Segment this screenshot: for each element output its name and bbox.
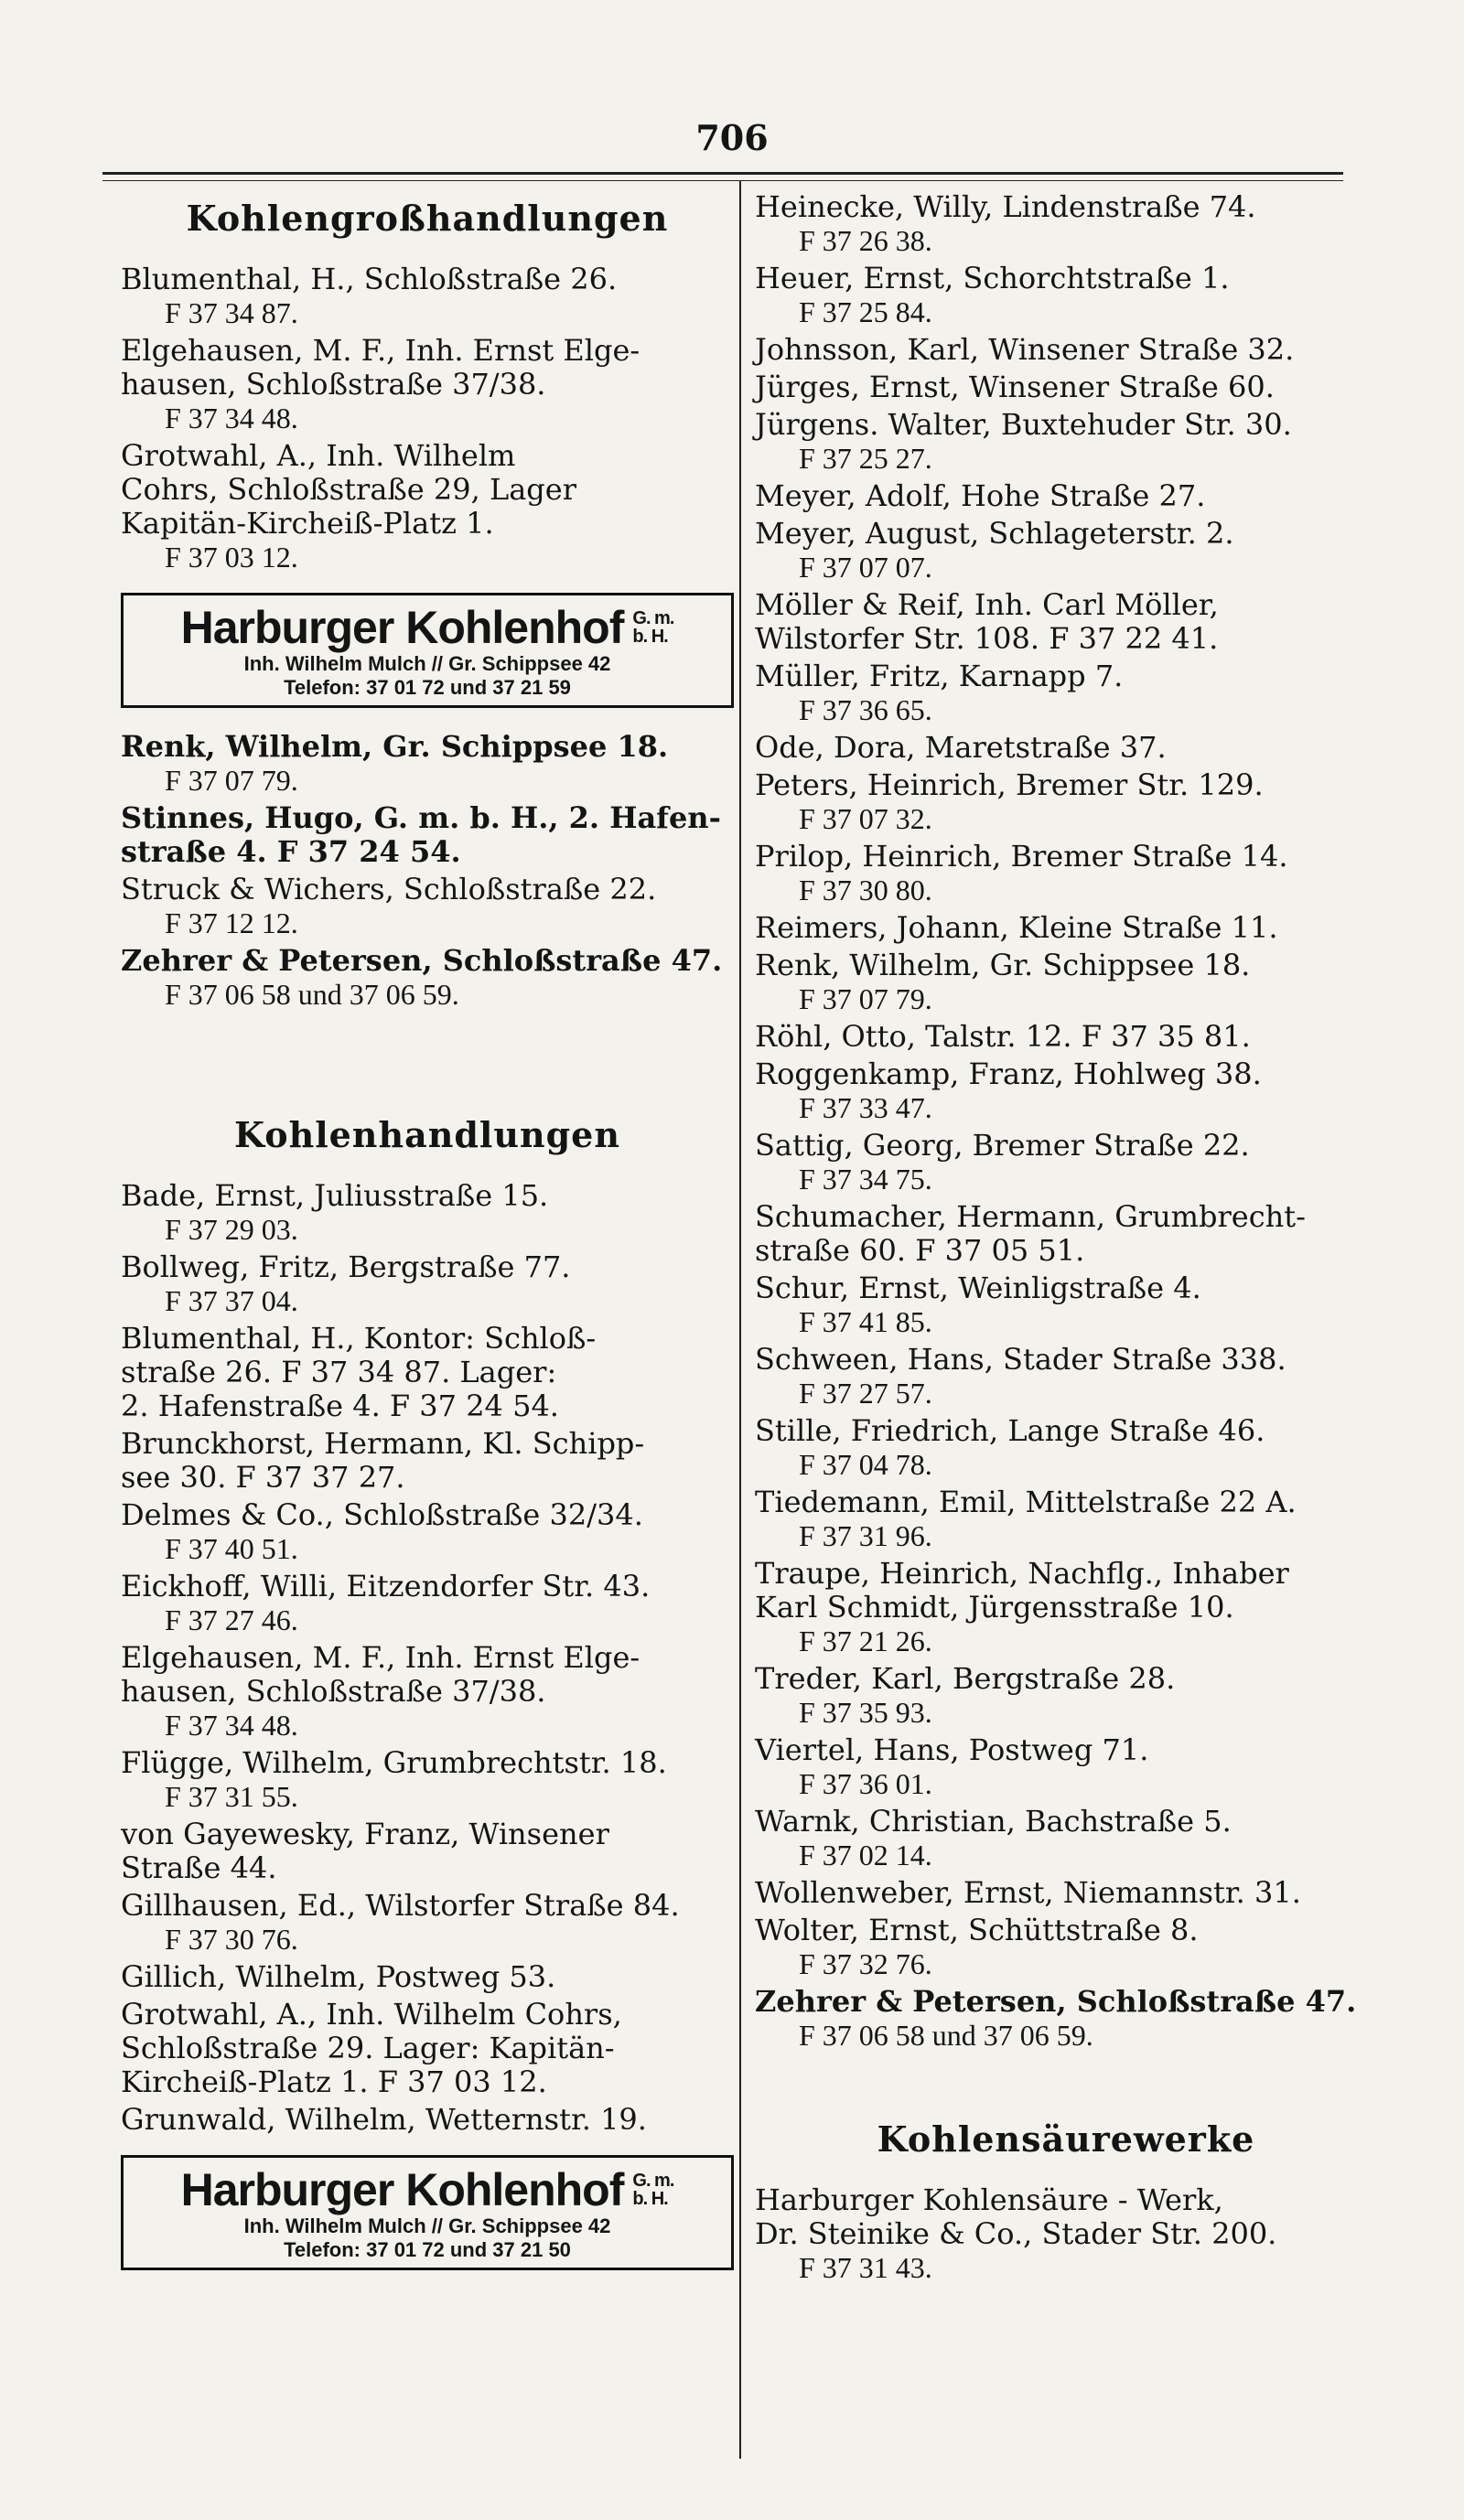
list-item — [755, 333, 1377, 367]
entry-phone: F 37 21 26. — [799, 1625, 932, 1657]
entry-text: Roggenkamp, Franz, Hohlweg 38. — [755, 1056, 1262, 1091]
list-kohlengrosshandlungen — [121, 263, 734, 574]
ad-title-text: Harburger Kohlenhof — [180, 2164, 624, 2215]
ad-suffix — [632, 609, 673, 646]
entry-text: Müller, Fritz, Karnapp 7. — [755, 659, 1124, 693]
ad-suffix-bottom: b. H. — [632, 2189, 668, 2209]
ad-owner-line: Inh. Wilhelm Mulch // Gr. Schippsee 42 — [243, 2214, 611, 2237]
entry-text: 2. Hafenstraße 4. F 37 24 54. — [121, 1389, 559, 1423]
list-item — [755, 659, 1377, 727]
entry-phone: F 37 31 96. — [799, 1519, 932, 1552]
advertisement-harburger-kohlenhof — [121, 593, 734, 708]
list-item — [755, 1057, 1377, 1125]
entry-text: hausen, Schloßstraße 37/38. — [121, 1674, 546, 1709]
entry-phone: F 37 06 58 und 37 06 59. — [165, 978, 459, 1011]
entry-text: von Gayewesky, Franz, Winsener — [121, 1817, 609, 1851]
entry-text: Traupe, Heinrich, Nachflg., Inhaber — [755, 1556, 1289, 1591]
ad-title — [133, 603, 722, 652]
entry-text: Meyer, Adolf, Hohe Straße 27. — [755, 478, 1206, 513]
entry-text: Harburger Kohlensäure - Werk, — [755, 2182, 1223, 2217]
list-item — [755, 1914, 1377, 1981]
list-item — [121, 1998, 734, 2099]
column-divider — [739, 181, 741, 2459]
entry-phone: F 37 12 12. — [165, 906, 298, 939]
section-heading-kohlengrosshandlungen: Kohlengroßhandlungen — [186, 198, 669, 239]
entry-text: Ode, Dora, Maretstraße 37. — [755, 730, 1167, 765]
entry-text: Eickhoff, Willi, Eitzendorfer Str. 43. — [121, 1569, 651, 1603]
entry-text: Struck & Wichers, Schloßstraße 22. — [121, 872, 657, 906]
list-item — [755, 911, 1377, 945]
ad-title — [133, 2165, 722, 2214]
list-item — [755, 1557, 1377, 1658]
list-item — [755, 1733, 1377, 1801]
list-item — [755, 190, 1377, 258]
entry-text: Zehrer & Petersen, Schloßstraße 47. — [755, 1984, 1357, 2019]
list-item — [121, 730, 734, 798]
list-item — [121, 1889, 734, 1957]
list-item — [755, 1271, 1377, 1339]
entry-text: straße 26. F 37 34 87. Lager: — [121, 1355, 557, 1389]
entry-text: Jürges, Ernst, Winsener Straße 60. — [755, 370, 1275, 404]
entry-phone: F 37 35 93. — [799, 1696, 932, 1729]
entry-text: Schumacher, Hermann, Grumbrecht- — [755, 1199, 1306, 1234]
page-number: 706 — [695, 117, 769, 158]
entry-text: straße 60. F 37 05 51. — [755, 1233, 1085, 1268]
list-item — [121, 801, 734, 869]
section-heading-kohlensaeurewerke: Kohlensäurewerke — [877, 2118, 1255, 2160]
entry-text: Prilop, Heinrich, Bremer Straße 14. — [755, 839, 1288, 874]
entry-phone: F 37 04 78. — [799, 1448, 932, 1481]
entry-phone: F 37 37 04. — [165, 1284, 298, 1317]
list-item — [755, 768, 1377, 836]
ad-title-text: Harburger Kohlenhof — [180, 602, 624, 653]
entry-text: Warnk, Christian, Bachstraße 5. — [755, 1804, 1232, 1839]
entry-text: Straße 44. — [121, 1850, 277, 1885]
list-item — [755, 1343, 1377, 1410]
entry-text: Grotwahl, A., Inh. Wilhelm Cohrs, — [121, 1997, 622, 2032]
entry-text: Reimers, Johann, Kleine Straße 11. — [755, 910, 1278, 945]
list-item — [121, 439, 734, 574]
entry-phone: F 37 03 12. — [165, 541, 298, 574]
entry-text: Meyer, August, Schlageterstr. 2. — [755, 516, 1234, 551]
entry-text: Heinecke, Willy, Lindenstraße 74. — [755, 189, 1256, 224]
list-item — [121, 1322, 734, 1423]
entry-phone: F 37 40 51. — [165, 1532, 298, 1565]
list-item — [755, 1414, 1377, 1482]
entry-text: Treder, Karl, Bergstraße 28. — [755, 1661, 1176, 1696]
entry-phone: F 37 29 03. — [165, 1213, 298, 1246]
entry-text: Blumenthal, H., Schloßstraße 26. — [121, 262, 618, 296]
advertisement-harburger-kohlenhof-2 — [121, 2155, 734, 2270]
entry-text: Johnsson, Karl, Winsener Straße 32. — [755, 332, 1295, 367]
entry-text: Bollweg, Fritz, Bergstraße 77. — [121, 1249, 571, 1284]
list-item — [755, 1805, 1377, 1872]
entry-phone: F 37 27 46. — [165, 1603, 298, 1636]
entry-phone: F 37 36 65. — [799, 693, 932, 726]
left-column — [121, 190, 734, 2292]
entry-text: Blumenthal, H., Kontor: Schloß- — [121, 1321, 597, 1356]
entry-phone: F 37 25 84. — [799, 295, 932, 328]
ad-phone-line: Telefon: 37 01 72 und 37 21 59 — [284, 676, 571, 699]
top-rule — [102, 172, 1343, 181]
ad-owner-line: Inh. Wilhelm Mulch // Gr. Schippsee 42 — [243, 652, 611, 675]
entry-phone: F 37 30 76. — [165, 1923, 298, 1956]
list-item — [121, 1641, 734, 1743]
entry-text: Kircheiß-Platz 1. F 37 03 12. — [121, 2064, 547, 2099]
entry-text: Heuer, Ernst, Schorchtstraße 1. — [755, 261, 1230, 295]
list-item — [755, 840, 1377, 907]
entry-text: Schur, Ernst, Weinligstraße 4. — [755, 1271, 1201, 1305]
list-item — [121, 1250, 734, 1318]
list-item — [755, 1876, 1377, 1910]
list-kohlenhandlungen — [121, 1179, 734, 2137]
entry-phone: F 37 34 87. — [165, 296, 298, 329]
entry-text: Wollenweber, Ernst, Niemannstr. 31. — [755, 1875, 1301, 1910]
entry-text: Dr. Steinike & Co., Stader Str. 200. — [755, 2216, 1277, 2251]
list-item — [755, 949, 1377, 1016]
entry-text: Bade, Ernst, Juliusstraße 15. — [121, 1178, 549, 1213]
ad-suffix — [632, 2171, 673, 2208]
entry-phone: F 37 27 57. — [799, 1377, 932, 1410]
entry-text: Stinnes, Hugo, G. m. b. H., 2. Hafen- — [121, 800, 721, 835]
entry-text: Elgehausen, M. F., Inh. Ernst Elge- — [121, 1640, 640, 1675]
entry-text: Grunwald, Wilhelm, Wetternstr. 19. — [121, 2102, 647, 2137]
entry-text: Wilstorfer Str. 108. F 37 22 41. — [755, 621, 1219, 656]
ad-suffix-bottom: b. H. — [632, 627, 668, 647]
ad-suffix-top: G. m. — [632, 608, 674, 628]
entry-text: Stille, Friedrich, Lange Straße 46. — [755, 1413, 1265, 1448]
entry-phone: F 37 31 43. — [799, 2251, 932, 2284]
entry-text: Schloßstraße 29. Lager: Kapitän- — [121, 2031, 615, 2065]
entry-text: Karl Schmidt, Jürgensstraße 10. — [755, 1590, 1234, 1625]
entry-text: Grotwahl, A., Inh. Wilhelm — [121, 438, 516, 473]
list-kohlenhandlungen-continued — [755, 190, 1377, 2053]
entry-text: Renk, Wilhelm, Gr. Schippsee 18. — [121, 729, 669, 764]
list-item — [121, 1818, 734, 1885]
list-item — [755, 2183, 1377, 2285]
entry-text: Flügge, Wilhelm, Grumbrechtstr. 18. — [121, 1745, 667, 1780]
entry-phone: F 37 33 47. — [799, 1091, 932, 1124]
ad-suffix-top: G. m. — [632, 2171, 674, 2191]
entry-phone: F 37 30 80. — [799, 874, 932, 906]
list-item — [755, 1020, 1377, 1054]
entry-text: Delmes & Co., Schloßstraße 32/34. — [121, 1497, 643, 1532]
entry-phone: F 37 07 32. — [799, 802, 932, 835]
entry-phone: F 37 34 75. — [799, 1163, 932, 1196]
entry-text: Möller & Reif, Inh. Carl Möller, — [755, 587, 1219, 622]
list-item — [755, 262, 1377, 329]
ad-phone-line: Telefon: 37 01 72 und 37 21 50 — [284, 2238, 571, 2261]
list-item — [755, 1129, 1377, 1196]
list-item — [121, 944, 734, 1012]
list-item — [121, 1746, 734, 1814]
entry-phone: F 37 32 76. — [799, 1947, 932, 1980]
list-item — [755, 479, 1377, 513]
entry-text: Gillich, Wilhelm, Postweg 53. — [121, 1959, 556, 1994]
list-item — [755, 408, 1377, 476]
entry-text: Zehrer & Petersen, Schloßstraße 47. — [121, 943, 723, 978]
list-item — [121, 1960, 734, 1994]
entry-phone: F 37 36 01. — [799, 1767, 932, 1800]
entry-text: Gillhausen, Ed., Wilstorfer Straße 84. — [121, 1888, 680, 1923]
entry-text: Kapitän-Kircheiß-Platz 1. — [121, 506, 494, 541]
list-item — [755, 370, 1377, 404]
list-kohlengrosshandlungen-continued — [121, 730, 734, 1012]
list-item — [121, 1498, 734, 1566]
entry-text: Wolter, Ernst, Schüttstraße 8. — [755, 1913, 1199, 1947]
entry-text: Elgehausen, M. F., Inh. Ernst Elge- — [121, 333, 640, 368]
list-item — [755, 517, 1377, 584]
entry-text: hausen, Schloßstraße 37/38. — [121, 367, 546, 402]
entry-phone: F 37 34 48. — [165, 402, 298, 434]
list-item — [121, 1179, 734, 1247]
list-item — [121, 1570, 734, 1637]
entry-phone: F 37 07 79. — [799, 982, 932, 1015]
entry-text: Tiedemann, Emil, Mittelstraße 22 A. — [755, 1485, 1297, 1519]
entry-phone: F 37 06 58 und 37 06 59. — [799, 2019, 1093, 2052]
list-item — [755, 1200, 1377, 1268]
entry-text: Cohrs, Schloßstraße 29, Lager — [121, 472, 576, 507]
list-item — [121, 334, 734, 435]
list-kohlensaeurewerke — [755, 2183, 1377, 2285]
entry-phone: F 37 02 14. — [799, 1839, 932, 1871]
entry-text: Sattig, Georg, Bremer Straße 22. — [755, 1128, 1250, 1163]
entry-phone: F 37 31 55. — [165, 1780, 298, 1813]
list-item — [121, 263, 734, 330]
list-item — [755, 1985, 1377, 2053]
entry-text: Renk, Wilhelm, Gr. Schippsee 18. — [755, 948, 1251, 982]
section-heading-kohlenhandlungen: Kohlenhandlungen — [234, 1114, 620, 1155]
list-item — [755, 588, 1377, 656]
entry-text: Jürgens. Walter, Buxtehuder Str. 30. — [755, 407, 1292, 442]
entry-phone: F 37 34 48. — [165, 1709, 298, 1742]
list-item — [121, 2103, 734, 2137]
right-column — [755, 190, 1377, 2289]
entry-text: Brunckhorst, Hermann, Kl. Schipp- — [121, 1426, 645, 1461]
entry-text: Röhl, Otto, Talstr. 12. F 37 35 81. — [755, 1019, 1251, 1054]
list-item — [755, 1662, 1377, 1730]
entry-phone: F 37 07 79. — [165, 764, 298, 797]
entry-phone: F 37 26 38. — [799, 224, 932, 257]
entry-text: Schween, Hans, Stader Straße 338. — [755, 1342, 1286, 1377]
entry-text: straße 4. F 37 24 54. — [121, 834, 461, 869]
entry-phone: F 37 25 27. — [799, 442, 932, 475]
entry-text: Peters, Heinrich, Bremer Str. 129. — [755, 767, 1264, 802]
entry-phone: F 37 41 85. — [799, 1305, 932, 1338]
list-item — [755, 731, 1377, 765]
list-item — [121, 1427, 734, 1495]
list-item — [755, 1485, 1377, 1553]
list-item — [121, 873, 734, 940]
entry-text: see 30. F 37 37 27. — [121, 1460, 405, 1495]
entry-phone: F 37 07 07. — [799, 551, 932, 584]
entry-text: Viertel, Hans, Postweg 71. — [755, 1732, 1149, 1767]
